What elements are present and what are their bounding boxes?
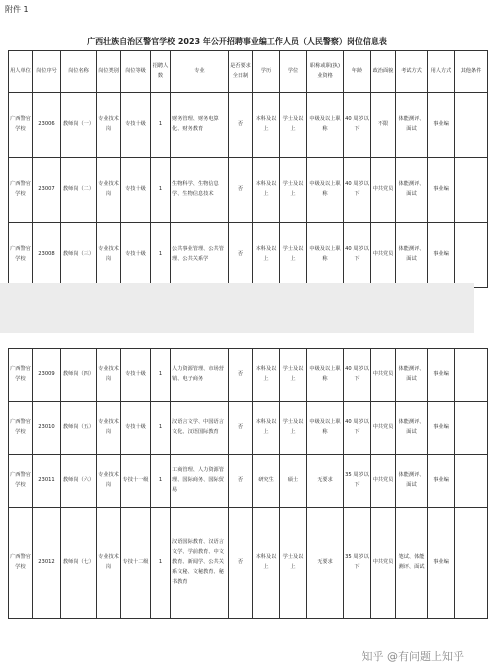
header-cell: 年龄 [344, 51, 371, 93]
cell-name: 教师岗（一） [61, 93, 97, 158]
attachment-label: 附件 1 [5, 5, 29, 14]
cell-employ: 事业编 [428, 158, 455, 223]
cell-count: 1 [151, 223, 171, 288]
cell-age: 40 周岁以下 [344, 402, 371, 455]
cell-political: 中共党员 [371, 349, 396, 402]
cell-level: 专技十一级 [121, 455, 151, 508]
cell-title: 中级及以上职称 [307, 158, 344, 223]
cell-other [455, 508, 488, 619]
cell-age: 40 周岁以下 [344, 93, 371, 158]
cell-education: 研究生 [253, 455, 280, 508]
cell-level: 专技十级 [121, 402, 151, 455]
header-cell: 学位 [280, 51, 307, 93]
cell-degree: 硕士 [280, 455, 307, 508]
cell-category: 专业技术岗 [97, 158, 121, 223]
cell-id: 23010 [33, 402, 61, 455]
cell-level: 专技十级 [121, 349, 151, 402]
cell-education: 本科及以上 [253, 93, 280, 158]
cell-name: 教师岗（五） [61, 402, 97, 455]
cell-employ: 事业编 [428, 93, 455, 158]
cell-education: 本科及以上 [253, 402, 280, 455]
cell-level: 专技十级 [121, 93, 151, 158]
cell-category: 专业技术岗 [97, 508, 121, 619]
cell-employ: 事业编 [428, 508, 455, 619]
table-header-row [9, 51, 488, 93]
cell-education: 本科及以上 [253, 508, 280, 619]
cell-id: 23012 [33, 508, 61, 619]
cell-count: 1 [151, 158, 171, 223]
cell-age: 40 周岁以下 [344, 349, 371, 402]
cell-title: 无要求 [307, 508, 344, 619]
cell-level: 专技十级 [121, 223, 151, 288]
header-cell: 是否要求全日制 [229, 51, 253, 93]
cell-major: 人力资源管理、市场营销、电子商务 [171, 349, 229, 402]
cell-employ: 事业编 [428, 223, 455, 288]
cell-name: 教师岗（四） [61, 349, 97, 402]
cell-major: 生物科学、生物信息学、生物信息技术 [171, 158, 229, 223]
cell-degree: 学士及以上 [280, 402, 307, 455]
cell-category: 专业技术岗 [97, 223, 121, 288]
cell-political: 不限 [371, 93, 396, 158]
cell-education: 本科及以上 [253, 158, 280, 223]
cell-degree: 学士及以上 [280, 349, 307, 402]
cell-major: 工商管理、人力资源管理、国际商务、国际贸易 [171, 455, 229, 508]
cell-age: 35 周岁以下 [344, 455, 371, 508]
cell-fulltime: 否 [229, 508, 253, 619]
cell-count: 1 [151, 93, 171, 158]
table-row [9, 93, 488, 158]
cell-fulltime: 否 [229, 402, 253, 455]
header-cell: 学历 [253, 51, 280, 93]
header-cell: 岗位序号 [33, 51, 61, 93]
cell-other [455, 223, 488, 288]
cell-major: 公共事业管理、公共管理、公共关系学 [171, 223, 229, 288]
cell-exam: 体能测评、面试 [396, 402, 428, 455]
header-cell: 专业 [171, 51, 229, 93]
cell-category: 专业技术岗 [97, 402, 121, 455]
header-cell: 岗位类别 [97, 51, 121, 93]
cell-category: 专业技术岗 [97, 93, 121, 158]
cell-id: 23011 [33, 455, 61, 508]
cell-title: 中级及以上职称 [307, 349, 344, 402]
cell-political: 中共党员 [371, 508, 396, 619]
header-cell: 招聘人数 [151, 51, 171, 93]
cell-name: 教师岗（二） [61, 158, 97, 223]
table-row [9, 455, 488, 508]
cell-id: 23007 [33, 158, 61, 223]
cell-other [455, 402, 488, 455]
cell-title: 中级及以上职称 [307, 402, 344, 455]
cell-political: 中共党员 [371, 158, 396, 223]
cell-count: 1 [151, 349, 171, 402]
header-cell: 用人方式 [428, 51, 455, 93]
cell-political: 中共党员 [371, 402, 396, 455]
cell-unit: 广西警官学校 [9, 349, 33, 402]
watermark: 知乎 @有问题上知乎 [361, 650, 464, 663]
cell-age: 40 周岁以下 [344, 223, 371, 288]
cell-age: 40 周岁以下 [344, 158, 371, 223]
cell-unit: 广西警官学校 [9, 402, 33, 455]
cell-title: 中级及以上职称 [307, 223, 344, 288]
cell-other [455, 349, 488, 402]
document-page-1 [0, 0, 482, 283]
cell-employ: 事业编 [428, 455, 455, 508]
header-cell: 考试方式 [396, 51, 428, 93]
cell-count: 1 [151, 508, 171, 619]
cell-exam: 体能测评、面试 [396, 455, 428, 508]
cell-count: 1 [151, 455, 171, 508]
position-table-part-2 [8, 348, 488, 619]
header-cell: 岗位名称 [61, 51, 97, 93]
cell-unit: 广西警官学校 [9, 223, 33, 288]
cell-fulltime: 否 [229, 93, 253, 158]
cell-other [455, 93, 488, 158]
table-row [9, 223, 488, 288]
cell-exam: 体能测评、面试 [396, 349, 428, 402]
cell-unit: 广西警官学校 [9, 158, 33, 223]
header-cell: 岗位等级 [121, 51, 151, 93]
cell-major: 汉语国际教育、汉语言文学、学前教育、中文教育、新闻学、公共关系文秘、文秘教育、秘书教育 [171, 508, 229, 619]
header-cell: 职称或职(执) 业资格 [307, 51, 344, 93]
cell-major: 财务管理、财务电算化、财务教育 [171, 93, 229, 158]
cell-fulltime: 否 [229, 349, 253, 402]
cell-level: 专技十二级 [121, 508, 151, 619]
cell-name: 教师岗（六） [61, 455, 97, 508]
cell-unit: 广西警官学校 [9, 93, 33, 158]
cell-exam: 笔试、体能测评、面试 [396, 508, 428, 619]
cell-name: 教师岗（七） [61, 508, 97, 619]
cell-title: 中级及以上职称 [307, 93, 344, 158]
cell-level: 专技十级 [121, 158, 151, 223]
cell-political: 中共党员 [371, 223, 396, 288]
cell-name: 教师岗（三） [61, 223, 97, 288]
cell-employ: 事业编 [428, 349, 455, 402]
cell-unit: 广西警官学校 [9, 455, 33, 508]
cell-age: 35 周岁以下 [344, 508, 371, 619]
cell-category: 专业技术岗 [97, 349, 121, 402]
cell-degree: 学士及以上 [280, 93, 307, 158]
cell-major: 汉语言文学、中国语言文化、汉语国际教育 [171, 402, 229, 455]
cell-education: 本科及以上 [253, 223, 280, 288]
cell-title: 无要求 [307, 455, 344, 508]
header-cell: 用人单位 [9, 51, 33, 93]
document-title: 广西壮族自治区警官学校 2023 年公开招聘事业编工作人员（人民警察）岗位信息表 [87, 37, 387, 46]
cell-count: 1 [151, 402, 171, 455]
cell-other [455, 158, 488, 223]
cell-education: 本科及以上 [253, 349, 280, 402]
header-cell: 其他条件 [455, 51, 488, 93]
cell-fulltime: 否 [229, 223, 253, 288]
document-page-2 [0, 333, 474, 668]
cell-fulltime: 否 [229, 158, 253, 223]
cell-exam: 体能测评、面试 [396, 93, 428, 158]
cell-political: 中共党员 [371, 455, 396, 508]
cell-degree: 学士及以上 [280, 158, 307, 223]
cell-unit: 广西警官学校 [9, 508, 33, 619]
cell-category: 专业技术岗 [97, 455, 121, 508]
cell-other [455, 455, 488, 508]
table-row [9, 508, 488, 619]
page-gap [0, 283, 474, 333]
table-row [9, 349, 488, 402]
cell-id: 23009 [33, 349, 61, 402]
cell-employ: 事业编 [428, 402, 455, 455]
table-row [9, 158, 488, 223]
header-cell: 政治面貌 [371, 51, 396, 93]
cell-id: 23006 [33, 93, 61, 158]
cell-exam: 体能测评、面试 [396, 223, 428, 288]
position-table-part-1 [8, 50, 488, 288]
cell-id: 23008 [33, 223, 61, 288]
cell-fulltime: 否 [229, 455, 253, 508]
cell-exam: 体能测评、面试 [396, 158, 428, 223]
table-row [9, 402, 488, 455]
cell-degree: 学士及以上 [280, 223, 307, 288]
cell-degree: 学士及以上 [280, 508, 307, 619]
